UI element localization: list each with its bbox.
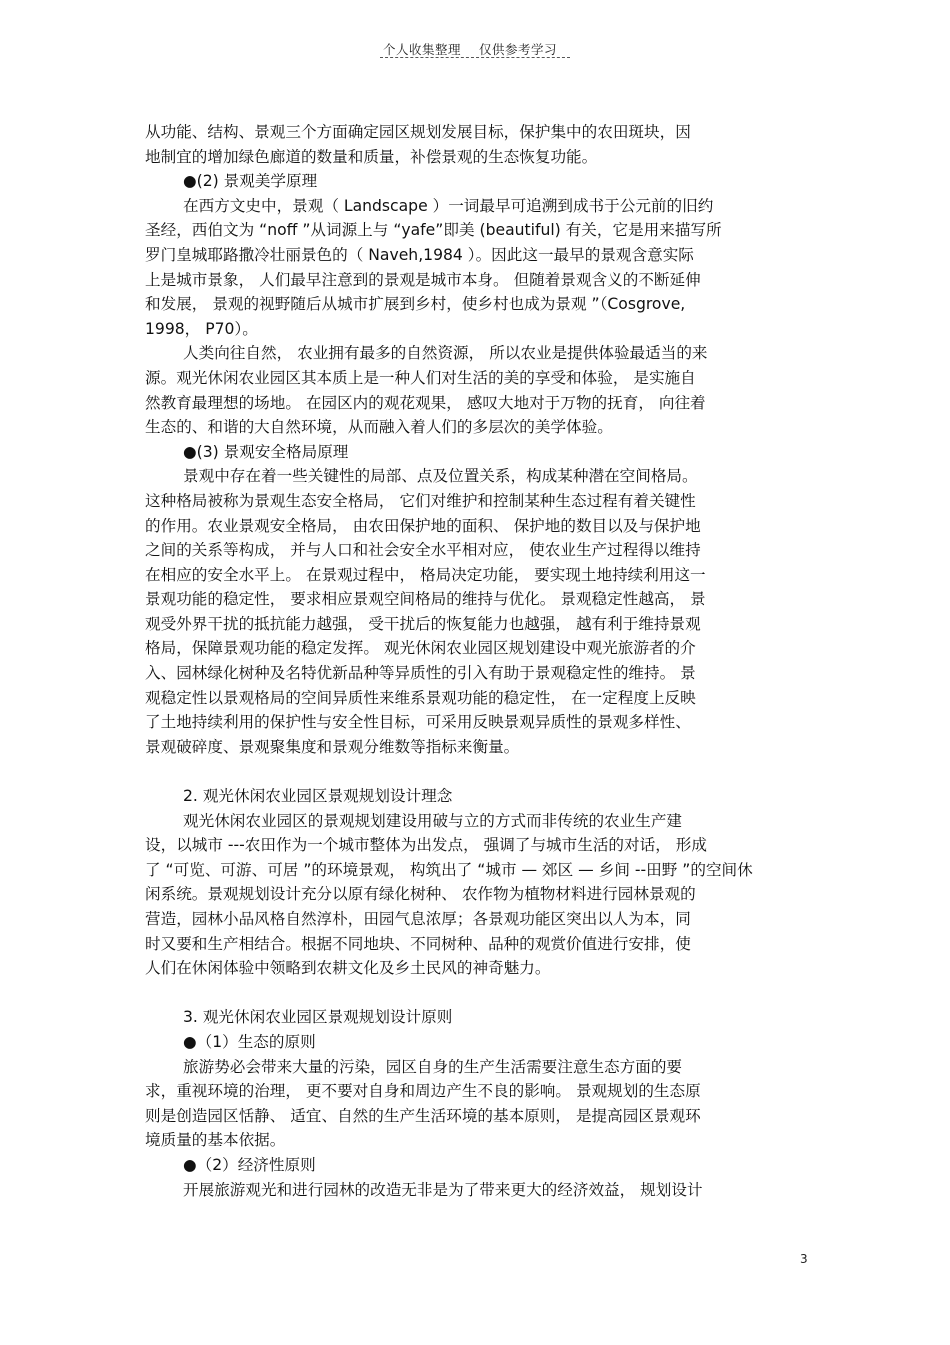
blank-line xyxy=(145,981,810,1006)
text-line: 开展旅游观光和进行园林的改造无非是为了带来更大的经济效益， 规划设计 xyxy=(183,1180,703,1199)
text-line: 时又要和生产相结合。根据不同地块、不同树种、品种的观赏价值进行安排，使 xyxy=(145,934,691,953)
text-line: 地制宜的增加绿色廊道的数量和质量，补偿景观的生态恢复功能。 xyxy=(145,147,598,166)
text-line: ●（2）经济性原则 xyxy=(183,1155,316,1174)
text-line: 景观破碎度、景观聚集度和景观分维数等指标来衡量。 xyxy=(145,737,520,756)
header-dashed-rule xyxy=(380,57,570,58)
text-line: 观稳定性以景观格局的空间异质性来维系景观功能的稳定性， 在一定程度上反映 xyxy=(145,688,696,707)
text-line: ●(3) 景观安全格局原理 xyxy=(183,442,349,461)
text-line: 之间的关系等构成， 并与人口和社会安全水平相对应， 使农业生产过程得以维持 xyxy=(145,541,701,560)
text-line: 设，以城市 ---农田作为一个城市整体为出发点， 强调了与城市生活的对话， 形成 xyxy=(145,836,707,855)
text-line: 观受外界干扰的抵抗能力越强， 受干扰后的恢复能力也越强， 越有利于维持景观 xyxy=(145,614,701,633)
text-line: 景观功能的稳定性， 要求相应景观空间格局的维持与优化。 景观稳定性越高， 景 xyxy=(145,590,706,609)
text-line: 3. 观光休闲农业园区景观规划设计原则 xyxy=(183,1008,453,1027)
text-line: 罗门皇城耶路撒冷壮丽景色的（ Naveh,1984 ）。因此这一最早的景观含意实际 xyxy=(145,245,694,264)
header-left-text: 个人收集整理 xyxy=(383,42,462,57)
document-body xyxy=(145,120,810,1202)
text-line: 和发展， 景观的视野随后从城市扩展到乡村，使乡村也成为景观 ”（Cosgrove, xyxy=(145,295,686,314)
text-line: 人们在休闲体验中领略到农耕文化及乡土民风的神奇魅力。 xyxy=(145,959,551,978)
text-line: 然教育最理想的场地。 在园区内的观花观果， 感叹大地对于万物的抚育， 向往着 xyxy=(145,393,706,412)
text-line: 生态的、和谐的大自然环境，从而融入着人们的多层次的美学体验。 xyxy=(145,418,613,437)
text-line: 这种格局被称为景观生态安全格局， 它们对维护和控制某种生态过程有着关键性 xyxy=(145,491,696,510)
text-line: 上是城市景象， 人们最早注意到的景观是城市本身。 但随着景观含义的不断延伸 xyxy=(145,270,701,289)
text-line: 格局，保障景观功能的稳定发挥。 观光休闲农业园区规划建设中观光旅游者的介 xyxy=(145,639,696,658)
text-line: 人类向往自然， 农业拥有最多的自然资源， 所以农业是提供体验最适当的来 xyxy=(183,344,708,363)
text-line: 了土地持续利用的保护性与安全性目标，可采用反映景观异质性的景观多样性、 xyxy=(145,713,691,732)
text-line: 景观中存在着一些关键性的局部、点及位置关系，构成某种潜在空间格局。 xyxy=(183,467,698,486)
text-line: 营造，园林小品风格自然淳朴，田园气息浓厚；各景观功能区突出以人为本，同 xyxy=(145,910,691,928)
text-line: 观光休闲农业园区的景观规划建设用破与立的方式而非传统的农业生产建 xyxy=(183,811,683,830)
text-line: 在西方文史中，景观（ Landscape ）一词最早可追溯到成书于公元前的旧约 xyxy=(183,196,714,215)
text-line: 圣经，西伯文为 “noff ”从词源上与 “yafe”即美 (beautiful) 有关，它是用来描写所 xyxy=(145,221,722,240)
page-header xyxy=(383,40,568,58)
text-line: 从功能、结构、景观三个方面确定园区规划发展目标，保护集中的农田斑块，因 xyxy=(145,123,691,141)
text-line: 2. 观光休闲农业园区景观规划设计理念 xyxy=(183,787,453,806)
header-right-text: 仅供参考学习 xyxy=(479,42,558,57)
text-line: 在相应的安全水平上。 在景观过程中， 格局决定功能， 要实现土地持续利用这一 xyxy=(145,565,706,584)
text-line: 则是创造园区恬静、 适宜、自然的生产生活环境的基本原则， 是提高园区景观环 xyxy=(145,1106,701,1125)
text-line: 入、园林绿化树种及名特优新品种等异质性的引入有助于景观稳定性的维持。 景 xyxy=(145,664,696,683)
text-line: 的作用。农业景观安全格局， 由农田保护地的面积、 保护地的数目以及与保护地 xyxy=(145,516,701,535)
text-line: 1998， P70）。 xyxy=(145,319,258,338)
text-line: 境质量的基本依据。 xyxy=(145,1131,286,1150)
page-number: 3 xyxy=(800,1252,808,1266)
text-line: 了 “可览、可游、可居 ”的环境景观， 构筑出了 “城市 — 郊区 — 乡间 --田野 ”的空间休 xyxy=(145,860,753,879)
text-line: ●(2) 景观美学原理 xyxy=(183,172,318,191)
text-line: 闲系统。景观规划设计充分以原有绿化树种、 农作物为植物材料进行园林景观的 xyxy=(145,885,696,904)
blank-line xyxy=(145,759,810,784)
text-line: 源。观光休闲农业园区其本质上是一种人们对生活的美的享受和体验， 是实施自 xyxy=(145,368,696,387)
text-line: ●（1）生态的原则 xyxy=(183,1032,316,1051)
text-line: 旅游势必会带来大量的污染，园区自身的生产生活需要注意生态方面的要 xyxy=(183,1057,683,1076)
text-line: 求，重视环境的治理， 更不要对自身和周边产生不良的影响。 景观规划的生态原 xyxy=(145,1082,701,1101)
